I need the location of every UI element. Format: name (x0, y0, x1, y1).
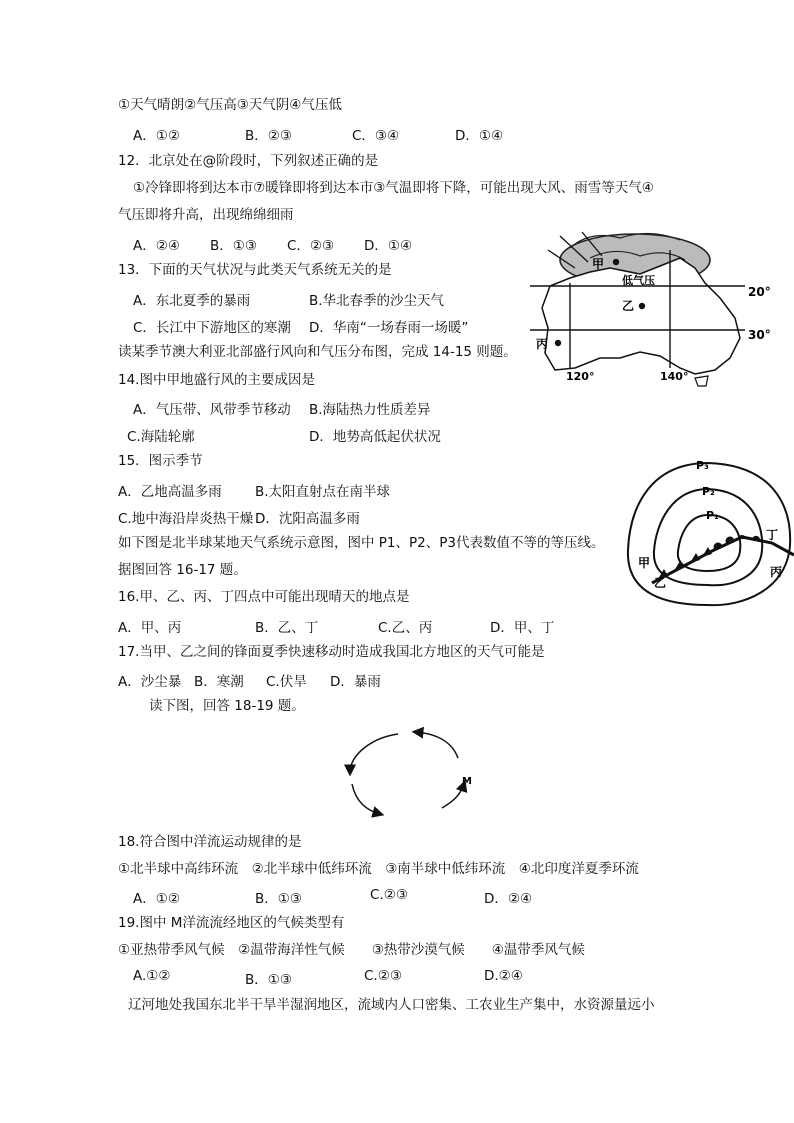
q19-option-a: A.①② (133, 968, 171, 984)
map-lat-30: 30° (748, 328, 771, 342)
q17-option-a: A．沙尘暴 (118, 674, 182, 690)
q19-option-c: C.②③ (364, 968, 402, 984)
isobar-label-p3: P₃ (696, 459, 709, 472)
isobar-label-ding: 丁 (766, 528, 779, 542)
q16-option-d: D．甲、丁 (490, 620, 555, 636)
passage-liao-river: 辽河地处我国东北半干旱半湿润地区，流域内人口密集、工农业生产集中，水资源量远小 (128, 997, 655, 1013)
map-label-low-pressure: 低气压 (622, 274, 655, 287)
q15-stem: 15．图示季节 (118, 453, 203, 469)
map-lat-20: 20° (748, 285, 771, 299)
q18-line2: ①北半球中高纬环流 ②北半球中低纬环流 ③南半球中低纬环流 ④北印度洋夏季环流 (118, 861, 639, 877)
q16-option-b: B．乙、丁 (255, 620, 319, 636)
q17-stem: 17.当甲、乙之间的锋面夏季快速移动时造成我国北方地区的天气可能是 (118, 644, 545, 660)
map-label-bing: 丙 (536, 337, 549, 351)
q17-option-c: C.伏旱 (266, 674, 307, 690)
isobar-label-jia: 甲 (638, 556, 651, 570)
intro-16-17-b: 据图回答 16-17 题。 (118, 562, 247, 578)
q15-option-c: C.地中海沿岸炎热干燥 (118, 511, 254, 527)
intro-16-17-a: 如下图是北半球某地天气系统示意图，图中 P1、P2、P3代表数值不等的等压线。 (118, 535, 605, 551)
q17-option-b: B．寒潮 (194, 674, 244, 690)
q12-option-c: C．②③ (287, 238, 335, 254)
q11-option-b: B．②③ (245, 128, 292, 144)
q13-stem: 13．下面的天气状况与此类天气系统无关的是 (118, 262, 392, 278)
q13-option-c: C．长江中下游地区的寒潮 (133, 320, 291, 336)
current-label-m: M (462, 776, 472, 787)
q18-option-c: C.②③ (370, 887, 408, 903)
isobar-label-p2: P₂ (702, 485, 715, 498)
q13-option-a: A．东北夏季的暴雨 (133, 293, 251, 309)
q19-option-d: D.②④ (484, 968, 523, 984)
q16-option-c: C.乙、丙 (378, 620, 433, 636)
front-isobar-diagram (622, 455, 794, 615)
q11-option-d: D．①④ (455, 128, 504, 144)
q11-option-c: C．③④ (352, 128, 400, 144)
q14-option-b: B.海陆热力性质差异 (309, 402, 431, 418)
q19-option-b: B．①③ (245, 972, 292, 988)
map-label-yi: 乙 (622, 299, 635, 313)
q12-option-d: D．①④ (364, 238, 413, 254)
q15-option-a: A．乙地高温多雨 (118, 484, 222, 500)
q17-option-d: D．暴雨 (330, 674, 381, 690)
q18-stem: 18.符合图中洋流运动规律的是 (118, 834, 302, 850)
q12-option-a: A．②④ (133, 238, 180, 254)
q15-option-d: D．沈阳高温多雨 (255, 511, 360, 527)
ocean-current-diagram (340, 722, 490, 822)
map-lon-120: 120° (566, 370, 595, 383)
q14-option-d: D．地势高低起伏状况 (309, 429, 441, 445)
q18-option-b: B．①③ (255, 891, 302, 907)
q18-option-a: A．①② (133, 891, 180, 907)
isobar-label-bing: 丙 (770, 565, 783, 579)
map-label-jia: 甲 (592, 257, 605, 271)
q16-option-a: A．甲、丙 (118, 620, 182, 636)
q13-option-b: B.华北春季的沙尘天气 (309, 293, 445, 309)
q14-option-c: C.海陆轮廓 (127, 429, 195, 445)
q15-option-b: B.太阳直射点在南半球 (255, 484, 391, 500)
q11-option-a: A．①② (133, 128, 180, 144)
q18-option-d: D．②④ (484, 891, 533, 907)
isobar-label-p1: P₁ (706, 509, 719, 522)
q14-stem: 14.图中甲地盛行风的主要成因是 (118, 372, 315, 388)
isobar-label-yi: 乙 (654, 576, 667, 590)
q12-option-b: B．①③ (210, 238, 257, 254)
map-lon-140: 140° (660, 370, 689, 383)
q16-stem: 16.甲、乙、丙、丁四点中可能出现晴天的地点是 (118, 589, 410, 605)
q12-stem: 12．北京处在@阶段时，下列叙述正确的是 (118, 153, 379, 169)
intro-18-19: 读下图，回答 18-19 题。 (149, 698, 305, 714)
q13-option-d: D．华南“一场春雨一场暖” (309, 320, 469, 336)
australia-pressure-map (530, 228, 780, 388)
q19-line2: ①亚热带季风气候 ②温带海洋性气候 ③热带沙漠气候 ④温带季风气候 (118, 942, 585, 958)
q12-line3: 气压即将升高，出现绵绵细雨 (118, 207, 294, 223)
intro-14-15: 读某季节澳大利亚北部盛行风向和气压分布图，完成 14-15 则题。 (118, 344, 517, 360)
q11-stem: ①天气晴朗②气压高③天气阴④气压低 (118, 97, 342, 113)
q14-option-a: A．气压带、风带季节移动 (133, 402, 291, 418)
q12-line2: ①冷锋即将到达本市⑦暖锋即将到达本市③气温即将下降，可能出现大风、雨雪等天气④ (133, 180, 654, 196)
q19-stem: 19.图中 M洋流流经地区的气候类型有 (118, 915, 345, 931)
